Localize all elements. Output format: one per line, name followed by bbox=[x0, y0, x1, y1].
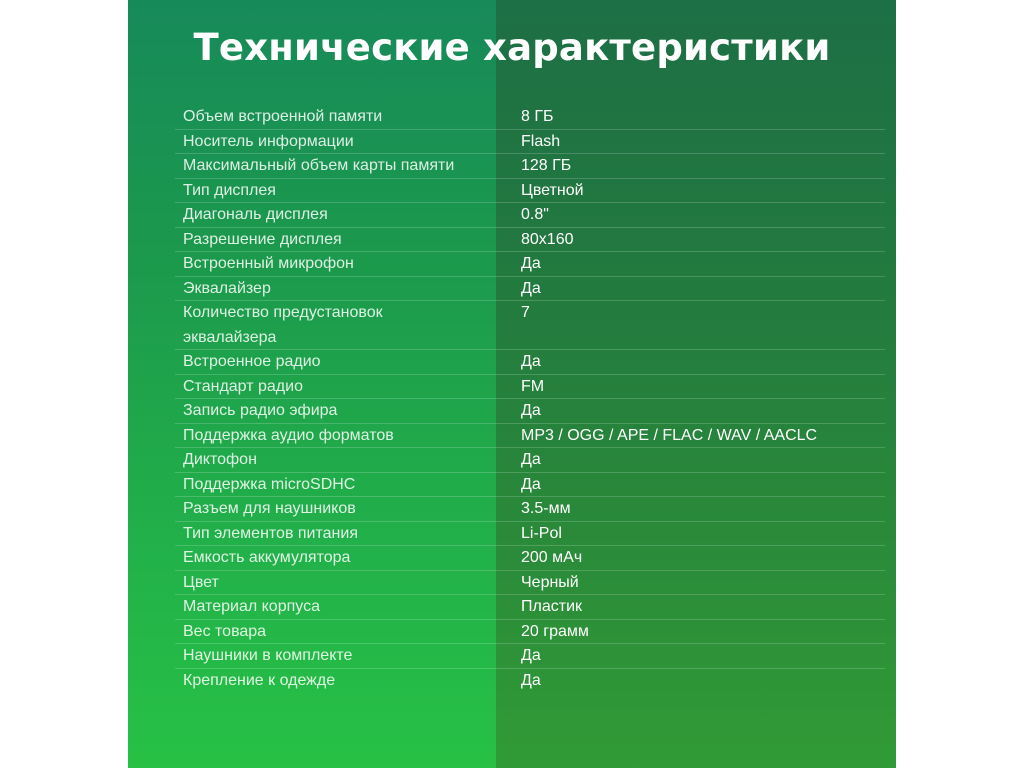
spec-row bbox=[175, 399, 885, 424]
page-title: Технические характеристики bbox=[193, 26, 831, 69]
spec-label: Объем встроенной памяти bbox=[183, 108, 383, 125]
spec-value: Пластик bbox=[521, 598, 582, 615]
spec-row bbox=[175, 277, 885, 302]
spec-value: Да bbox=[521, 255, 541, 272]
spec-label: Диагональ дисплея bbox=[183, 206, 328, 223]
spec-row bbox=[175, 620, 885, 645]
spec-label: Поддержка microSDHC bbox=[183, 475, 356, 493]
spec-value: 8 ГБ bbox=[521, 108, 554, 125]
spec-row bbox=[175, 669, 885, 694]
spec-row bbox=[175, 203, 885, 228]
spec-label: Носитель информации bbox=[183, 132, 354, 150]
spec-value: MP3 / OGG / APE / FLAC / WAV / AACLC bbox=[521, 426, 818, 444]
spec-value: FM bbox=[521, 377, 545, 395]
spec-label: Встроенный микрофон bbox=[183, 255, 354, 272]
spec-row bbox=[175, 301, 885, 350]
spec-table bbox=[175, 105, 885, 693]
spec-row bbox=[175, 522, 885, 547]
spec-label: Разъем для наушников bbox=[183, 500, 356, 517]
spec-value: Да bbox=[521, 475, 541, 493]
spec-label: Вес товара bbox=[183, 622, 267, 640]
spec-value: Да bbox=[521, 353, 541, 370]
spec-row bbox=[175, 252, 885, 277]
spec-label: Тип дисплея bbox=[183, 181, 276, 199]
spec-value: Да bbox=[521, 451, 541, 468]
spec-row bbox=[175, 179, 885, 204]
spec-label: Поддержка аудио форматов bbox=[183, 426, 394, 444]
spec-row bbox=[175, 644, 885, 669]
spec-row bbox=[175, 105, 885, 130]
spec-value: Цветной bbox=[521, 181, 584, 199]
spec-label: Встроенное радио bbox=[183, 353, 321, 370]
specs-panel bbox=[128, 0, 896, 768]
spec-label: Цвет bbox=[183, 573, 219, 591]
spec-label: Наушники в комплекте bbox=[183, 647, 353, 664]
spec-value: 3.5-мм bbox=[521, 500, 571, 517]
spec-row bbox=[175, 497, 885, 522]
spec-row bbox=[175, 350, 885, 375]
spec-value: Да bbox=[521, 402, 541, 419]
spec-value: 0.8" bbox=[521, 206, 549, 223]
spec-label: Эквалайзер bbox=[183, 279, 271, 297]
spec-value: 80x160 bbox=[521, 230, 574, 248]
spec-row bbox=[175, 130, 885, 155]
spec-row bbox=[175, 546, 885, 571]
spec-value: 128 ГБ bbox=[521, 157, 572, 174]
spec-value: Да bbox=[521, 647, 541, 664]
spec-row bbox=[175, 595, 885, 620]
spec-value: 200 мАч bbox=[521, 549, 583, 566]
spec-value: 7 bbox=[521, 304, 530, 321]
spec-label: Количество предустановок эквалайзера bbox=[183, 304, 383, 346]
spec-value: Да bbox=[521, 671, 541, 689]
spec-value: Да bbox=[521, 279, 541, 297]
spec-row bbox=[175, 154, 885, 179]
spec-label: Материал корпуса bbox=[183, 598, 320, 615]
spec-row bbox=[175, 571, 885, 596]
spec-value: Flash bbox=[521, 132, 561, 150]
spec-label: Тип элементов питания bbox=[183, 524, 358, 542]
spec-value: 20 грамм bbox=[521, 622, 589, 640]
spec-row bbox=[175, 473, 885, 498]
spec-label: Запись радио эфира bbox=[183, 402, 338, 419]
spec-label: Диктофон bbox=[183, 451, 257, 468]
spec-row bbox=[175, 228, 885, 253]
spec-label: Емкость аккумулятора bbox=[183, 549, 351, 566]
spec-row bbox=[175, 375, 885, 400]
spec-label: Максимальный объем карты памяти bbox=[183, 157, 455, 174]
spec-label: Разрешение дисплея bbox=[183, 230, 342, 248]
spec-label: Крепление к одежде bbox=[183, 671, 336, 689]
spec-row bbox=[175, 424, 885, 449]
spec-label: Стандарт радио bbox=[183, 377, 303, 395]
spec-value: Li-Pol bbox=[521, 524, 562, 542]
spec-value: Черный bbox=[521, 573, 579, 591]
spec-row bbox=[175, 448, 885, 473]
